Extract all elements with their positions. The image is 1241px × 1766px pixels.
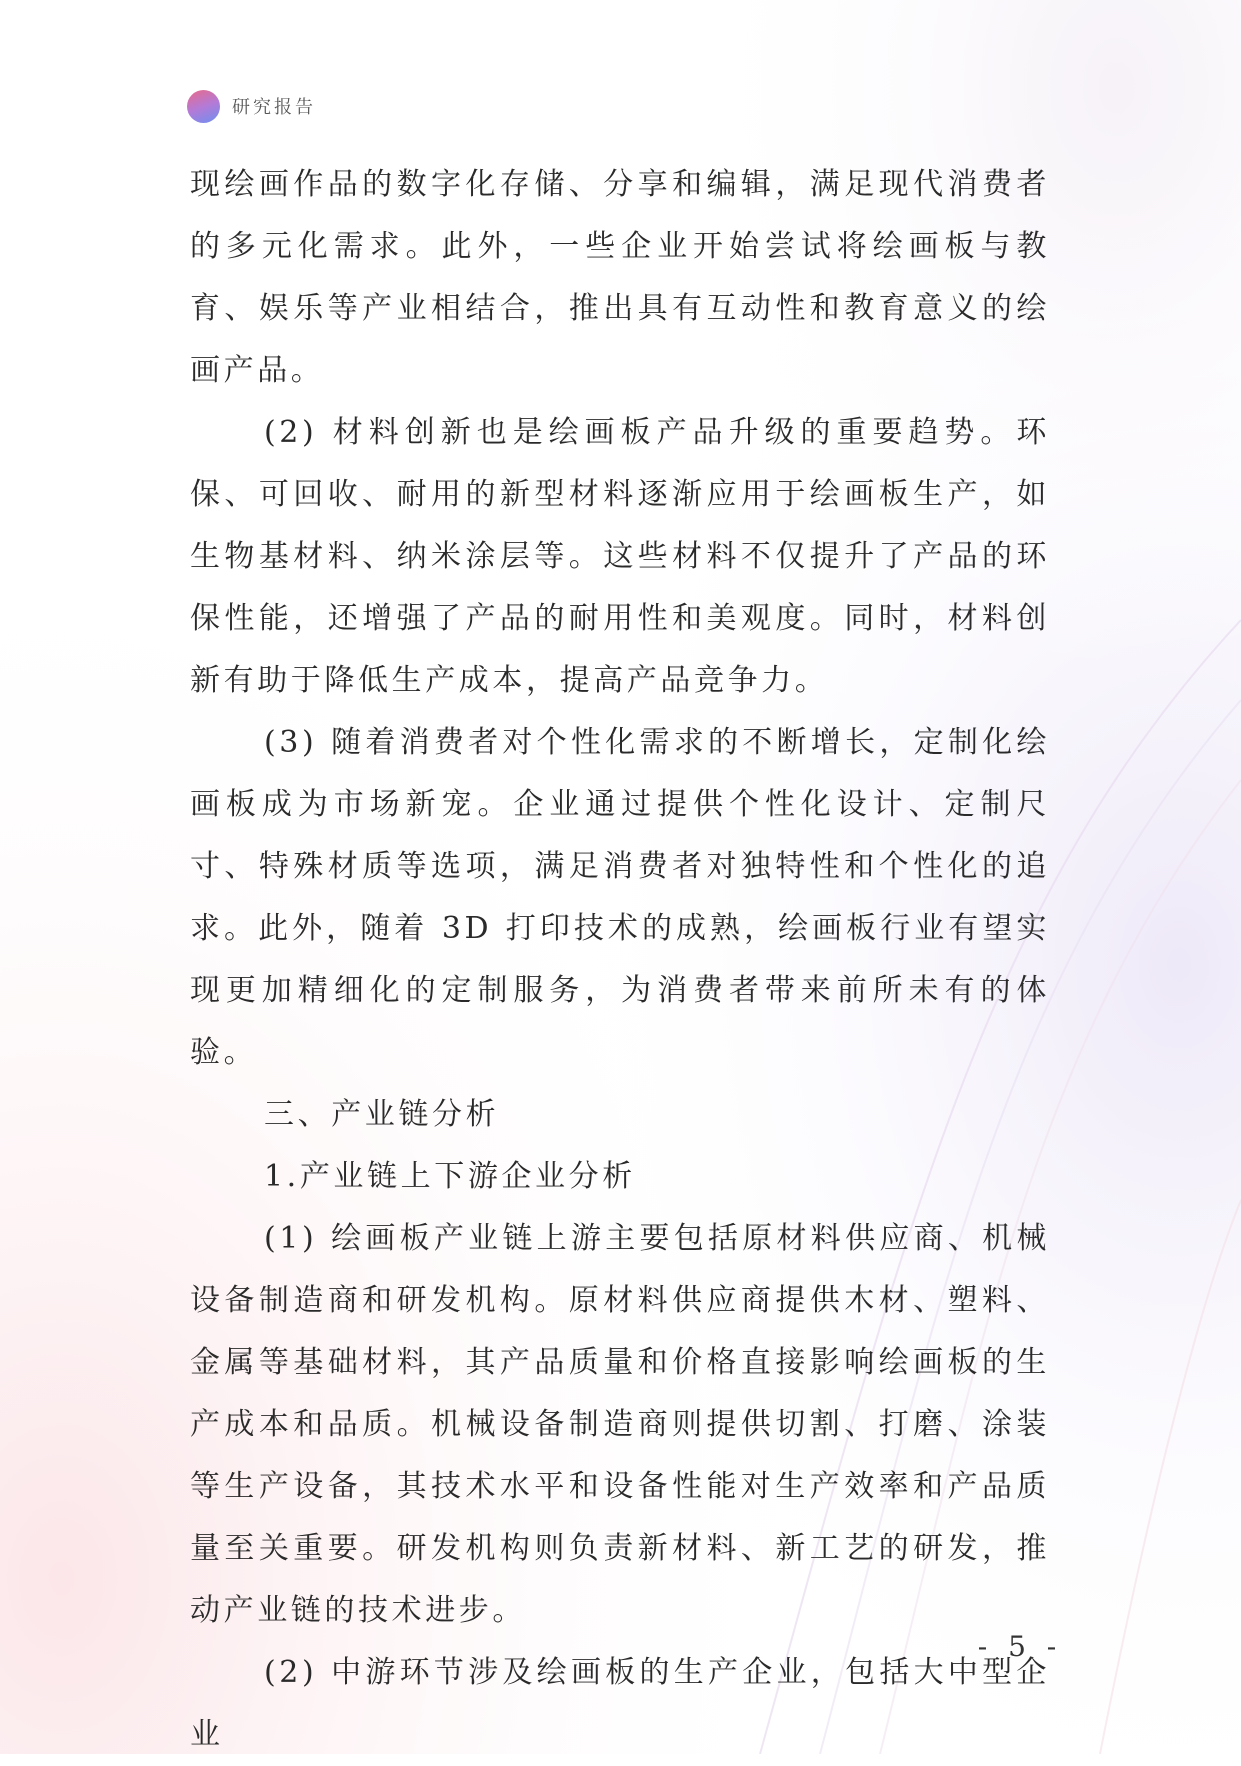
paragraph-upstream: (1) 绘画板产业链上游主要包括原材料供应商、机械设备制造商和研发机构。原材料供应商提供木材、塑料、金属等基础材料，其产品质量和价格直接影响绘画板的生产成本和品质。机械设备制造商则提供切割、打磨、涂装等生产设备，其技术水平和设备性能对生产效率和产品质量至关重要。研发机构则负责新材料、新工艺的研发，推动产业链的技术进步。 (190, 1221, 1050, 1628)
paragraph-customization: (3) 随着消费者对个性化需求的不断增长，定制化绘画板成为市场新宠。企业通过提供个性化设计、定制尺寸、特殊材质等选项，满足消费者对独特性和个性化的追求。此外，随着 3D 打印技术的成熟，绘画板行业有望实现更加精细化的定制服务，为消费者带来前所未有的体验。 (190, 725, 1050, 1070)
header-title: 研究报告 (232, 97, 316, 118)
page-number: - 5 - (977, 1630, 1063, 1663)
paragraph-continuation: 现绘画作品的数字化存储、分享和编辑，满足现代消费者的多元化需求。此外，一些企业开始尝试将绘画板与教育、娱乐等产业相结合，推出具有互动性和教育意义的绘画产品。 (190, 167, 1050, 388)
paragraph-midstream: (2) 中游环节涉及绘画板的生产企业，包括大中型企业 (190, 1655, 1050, 1752)
document-body (190, 154, 1050, 1766)
report-header (187, 88, 316, 124)
subsection-heading: 1.产业链上下游企业分析 (264, 1159, 636, 1194)
section-heading: 三、产业链分析 (264, 1097, 500, 1132)
logo-circle-icon (187, 90, 220, 123)
paragraph-material-innovation: (2) 材料创新也是绘画板产品升级的重要趋势。环保、可回收、耐用的新型材料逐渐应用于绘画板生产，如生物基材料、纳米涂层等。这些材料不仅提升了产品的环保性能，还增强了产品的耐用性和美观度。同时，材料创新有助于降低生产成本，提高产品竞争力。 (190, 415, 1050, 698)
